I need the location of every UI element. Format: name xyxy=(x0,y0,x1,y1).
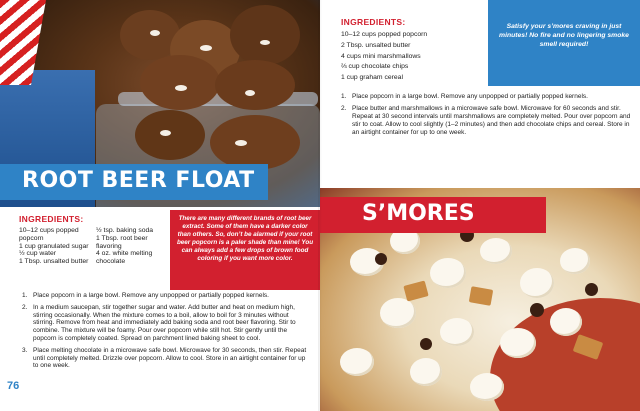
recipe-title: S’MORES xyxy=(362,201,475,226)
page-number: 76 xyxy=(7,380,20,392)
ingredients-list xyxy=(96,227,166,266)
step-text: Place melting chocolate in a microwave safe bowl. Microwave for 30 seconds, then stir. Repeat until completely melted. Drizzle over popcorn. Allow to cool. Store in an airtight container for up to one week. xyxy=(33,346,307,370)
page-gutter xyxy=(318,0,322,411)
tip-text: Satisfy your s’mores craving in just minutes! No fire and no lingering smoke smell required! xyxy=(499,23,629,48)
ingredient-item: 4 cups mini marshmallows xyxy=(341,52,421,60)
ingredient-item: 1 Tbsp. root beer flavoring xyxy=(96,234,148,250)
ingredients-heading: INGREDIENTS: xyxy=(341,17,406,27)
ingredient-item: ⅔ cup chocolate chips xyxy=(341,63,409,71)
ingredient-item: ½ cup water xyxy=(19,250,57,258)
instructions-list xyxy=(22,292,310,374)
ingredient-item: 1 Tbsp. unsalted butter xyxy=(19,258,89,266)
tip-box xyxy=(170,210,320,290)
step-number: 1. xyxy=(22,292,28,299)
tip-text: There are many different brands of root beer extract. Some of them have a darker color than others. So, don’t be alarmed if your root beer popcorn is a paler shade than mine! You can always add a few drops of brown food coloring if you want more color. xyxy=(176,215,314,263)
instruction-step xyxy=(22,304,310,343)
instructions-list xyxy=(341,93,631,141)
ingredient-item: 10–12 cups popped popcorn xyxy=(341,31,428,38)
step-text: Place popcorn in a large bowl. Remove any unpopped or partially popped kernels. xyxy=(352,93,588,100)
recipe-title: ROOT BEER FLOAT xyxy=(22,168,255,193)
step-text: In a medium saucepan, stir together sugar and water. Add butter and heat on medium high, stirring occasionally. When the mixture comes to a boil, allow to boil for 3 minutes without stirring. Remove from heat and immediately add baking soda and root beer flavoring. Stir to combine. The mixture will be foamy. Pour over popcorn while still hot. Stir gently until the popcorn is completely coated. Spread on parchment lined baking sheet to cool. xyxy=(33,303,296,342)
step-number: 1. xyxy=(341,93,347,100)
instruction-step xyxy=(22,292,310,300)
step-text: Place popcorn in a large bowl. Remove any unpopped or partially popped kernels. xyxy=(33,292,269,299)
step-number: 2. xyxy=(341,105,347,112)
ingredients-list xyxy=(341,30,491,84)
right-page xyxy=(320,0,640,411)
ingredient-item: 2 Tbsp. unsalted butter xyxy=(341,41,411,49)
ingredients-heading: INGREDIENTS: xyxy=(19,214,84,224)
instruction-step xyxy=(341,105,631,137)
ingredients-list xyxy=(19,227,89,266)
ingredient-item: ½ tsp. baking soda xyxy=(96,227,154,234)
ingredient-item: 1 cup granulated sugar xyxy=(19,242,89,250)
ingredient-item: 4 oz. white melting chocolate xyxy=(96,250,153,266)
step-number: 3. xyxy=(22,346,28,354)
instruction-step xyxy=(22,347,310,370)
instruction-step xyxy=(341,93,631,101)
tip-box xyxy=(488,0,640,86)
step-number: 2. xyxy=(22,303,28,311)
step-text: Place butter and marshmallows in a microwave safe bowl. Microwave for 60 seconds and stir. Repeat at 30 second intervals until marshmallows are completely melted. Pour over popcorn and stir to coat. Allow to cool slightly (1–2 minutes) and then add chocolate chips and cereal. Store in an airtight container for up to one week. xyxy=(352,105,631,136)
ingredient-item: 10–12 cups popped popcorn xyxy=(19,227,79,242)
ingredient-item: 1 cup graham cereal xyxy=(341,74,403,82)
